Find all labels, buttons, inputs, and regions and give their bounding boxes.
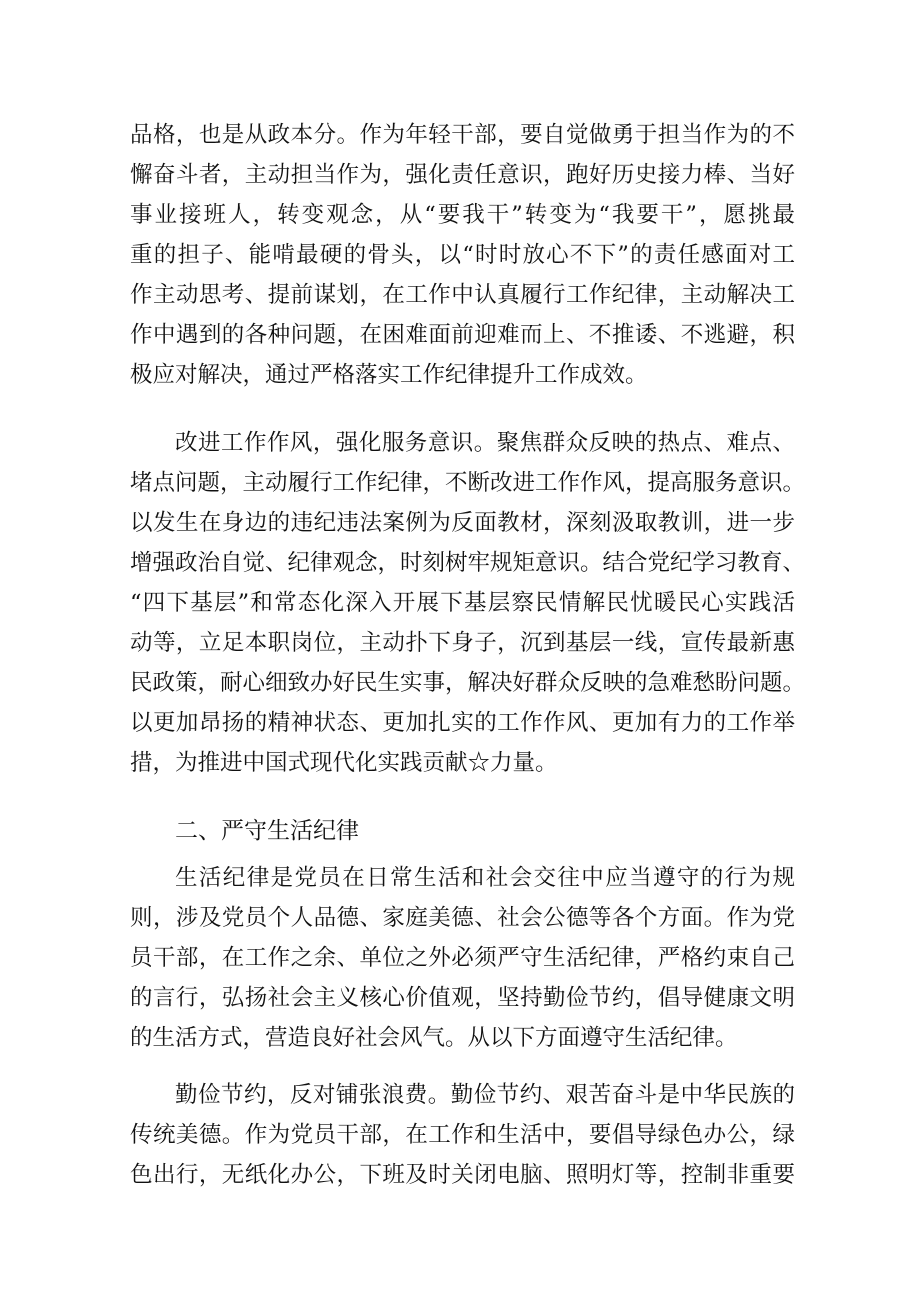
text-line: “四下基层”和常态化深入开展下基层察民情解民忧暖民心实践活 [130, 590, 795, 616]
text-line: 极应对解决，通过严格落实工作纪律提升工作成效。 [130, 362, 648, 388]
text-line: 措，为推进中国式现代化实践贡献☆力量。 [130, 750, 558, 776]
text-line: 的言行，弘扬社会主义核心价值观，坚持勤俭节约，倡导健康文明 [130, 985, 795, 1011]
text-line: 品格，也是从政本分。作为年轻干部，要自觉做勇于担当作为的不 [130, 122, 795, 148]
text-line: 生活纪律是党员在日常生活和社会交往中应当遵守的行为规 [175, 865, 795, 891]
text-line: 堵点问题，主动履行工作纪律，不断改进工作作风，提高服务意识。 [130, 470, 806, 496]
text-line: 的生活方式，营造良好社会风气。从以下方面遵守生活纪律。 [130, 1025, 738, 1051]
text-line: 民政策，耐心细致办好民生实事，解决好群众反映的急难愁盼问题。 [130, 670, 806, 696]
text-line: 改进工作作风，强化服务意识。聚焦群众反映的热点、难点、 [175, 430, 795, 456]
text-line: 增强政治自觉、纪律观念，时刻树牢规矩意识。结合党纪学习教育、 [130, 550, 806, 576]
section-heading: 二、严守生活纪律 [175, 818, 359, 844]
text-line: 则，涉及党员个人品德、家庭美德、社会公德等各个方面。作为党 [130, 905, 795, 931]
text-line: 事业接班人，转变观念，从“要我干”转变为“我要干”，愿挑最 [130, 202, 795, 228]
text-line: 懈奋斗者，主动担当作为，强化责任意识，跑好历史接力棒、当好 [130, 162, 795, 188]
text-line: 作中遇到的各种问题，在困难面前迎难而上、不推诿、不逃避，积 [130, 322, 795, 348]
text-line: 作主动思考、提前谋划，在工作中认真履行工作纪律，主动解决工 [130, 282, 795, 308]
text-line: 重的担子、能啃最硬的骨头，以“时时放心不下”的责任感面对工 [130, 242, 795, 268]
text-line: 色出行，无纸化办公，下班及时关闭电脑、照明灯等，控制非重要 [130, 1162, 795, 1188]
paragraph-work-responsibility [130, 115, 795, 395]
paragraph-frugality [130, 1075, 795, 1195]
text-line: 勤俭节约，反对铺张浪费。勤俭节约、艰苦奋斗是中华民族的 [175, 1082, 795, 1108]
paragraph-work-style [130, 423, 806, 783]
text-line: 传统美德。作为党员干部，在工作和生活中，要倡导绿色办公，绿 [130, 1122, 795, 1148]
text-line: 动等，立足本职岗位，主动扑下身子，沉到基层一线，宣传最新惠 [130, 630, 795, 656]
text-line: 以发生在身边的违纪违法案例为反面教材，深刻汲取教训，进一步 [130, 510, 795, 536]
text-line: 以更加昂扬的精神状态、更加扎实的工作作风、更加有力的工作举 [130, 710, 795, 736]
paragraph-life-discipline [130, 858, 795, 1058]
text-line: 员干部，在工作之余、单位之外必须严守生活纪律，严格约束自己 [130, 945, 795, 971]
